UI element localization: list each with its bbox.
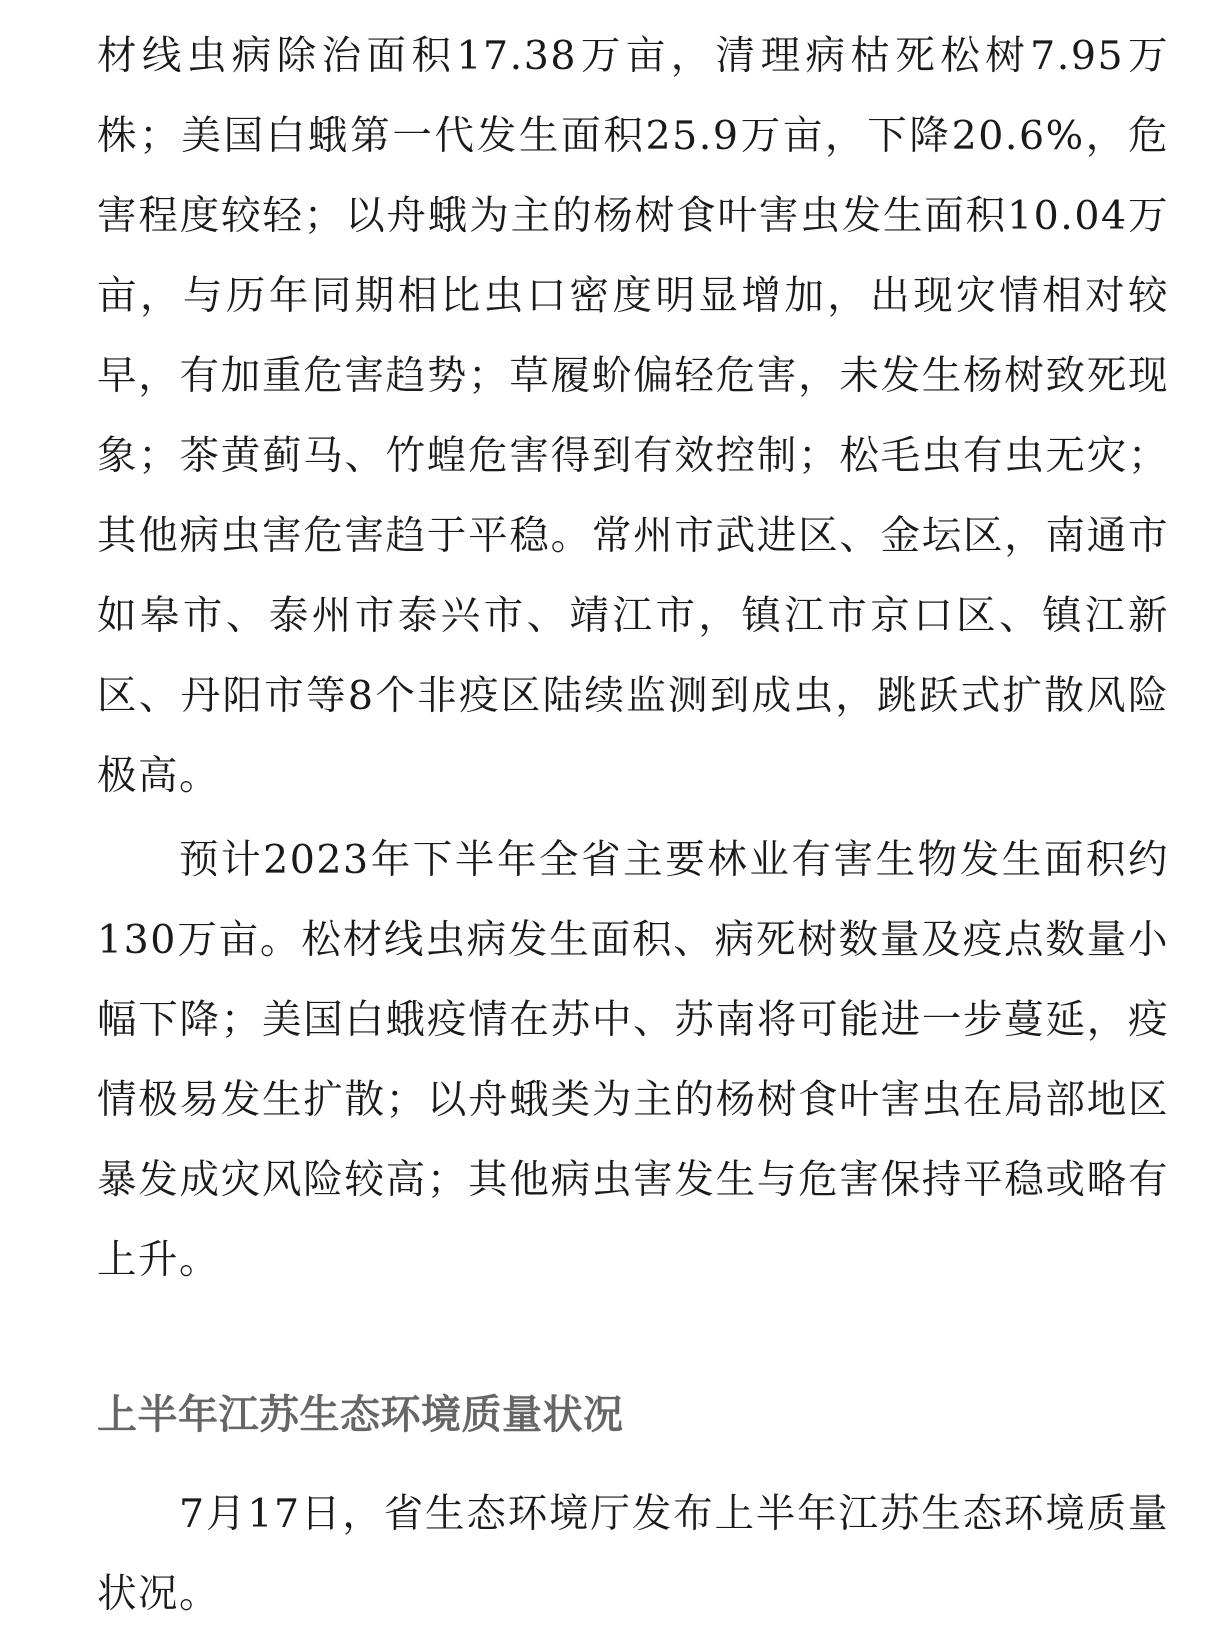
body-paragraph-environment: 7月17日，省生态环境厅发布上半年江苏生态环境质量状况。 [97,1491,1169,1617]
body-paragraph-pest-control: 材线虫病除治面积17.38万亩，清理病枯死松树7.95万株；美国白蛾第一代发生面积25.9万亩，下降20.6%，危害程度较轻；以舟蛾为主的杨树食叶害虫发生面积10.04万亩，与历年同期相比虫口密度明显增加，出现灾情相对较早，有加重危害趋势；草履蚧偏轻危害，未发生杨树致死现象；茶黄蓟马、竹蝗危害得到有效控制；松毛虫有虫无灾；其他病虫害危害趋于平稳。常州市武进区、金坛区，南通市如皋市、泰州市泰兴市、靖江市，镇江市京口区、镇江新区、丹阳市等8个非疫区陆续监测到成虫，跳跃式扩散风险极高。 [97,33,1169,799]
section-heading: 上半年江苏生态环境质量状况 [97,1392,624,1438]
body-paragraph-forecast: 预计2023年下半年全省主要林业有害生物发生面积约130万亩。松材线虫病发生面积、病死树数量及疫点数量小幅下降；美国白蛾疫情在苏中、苏南将可能进一步蔓延，疫情极易发生扩散；以舟蛾类为主的杨树食叶害虫在局部地区暴发成灾风险较高；其他病虫害发生与危害保持平稳或略有上升。 [97,837,1169,1283]
